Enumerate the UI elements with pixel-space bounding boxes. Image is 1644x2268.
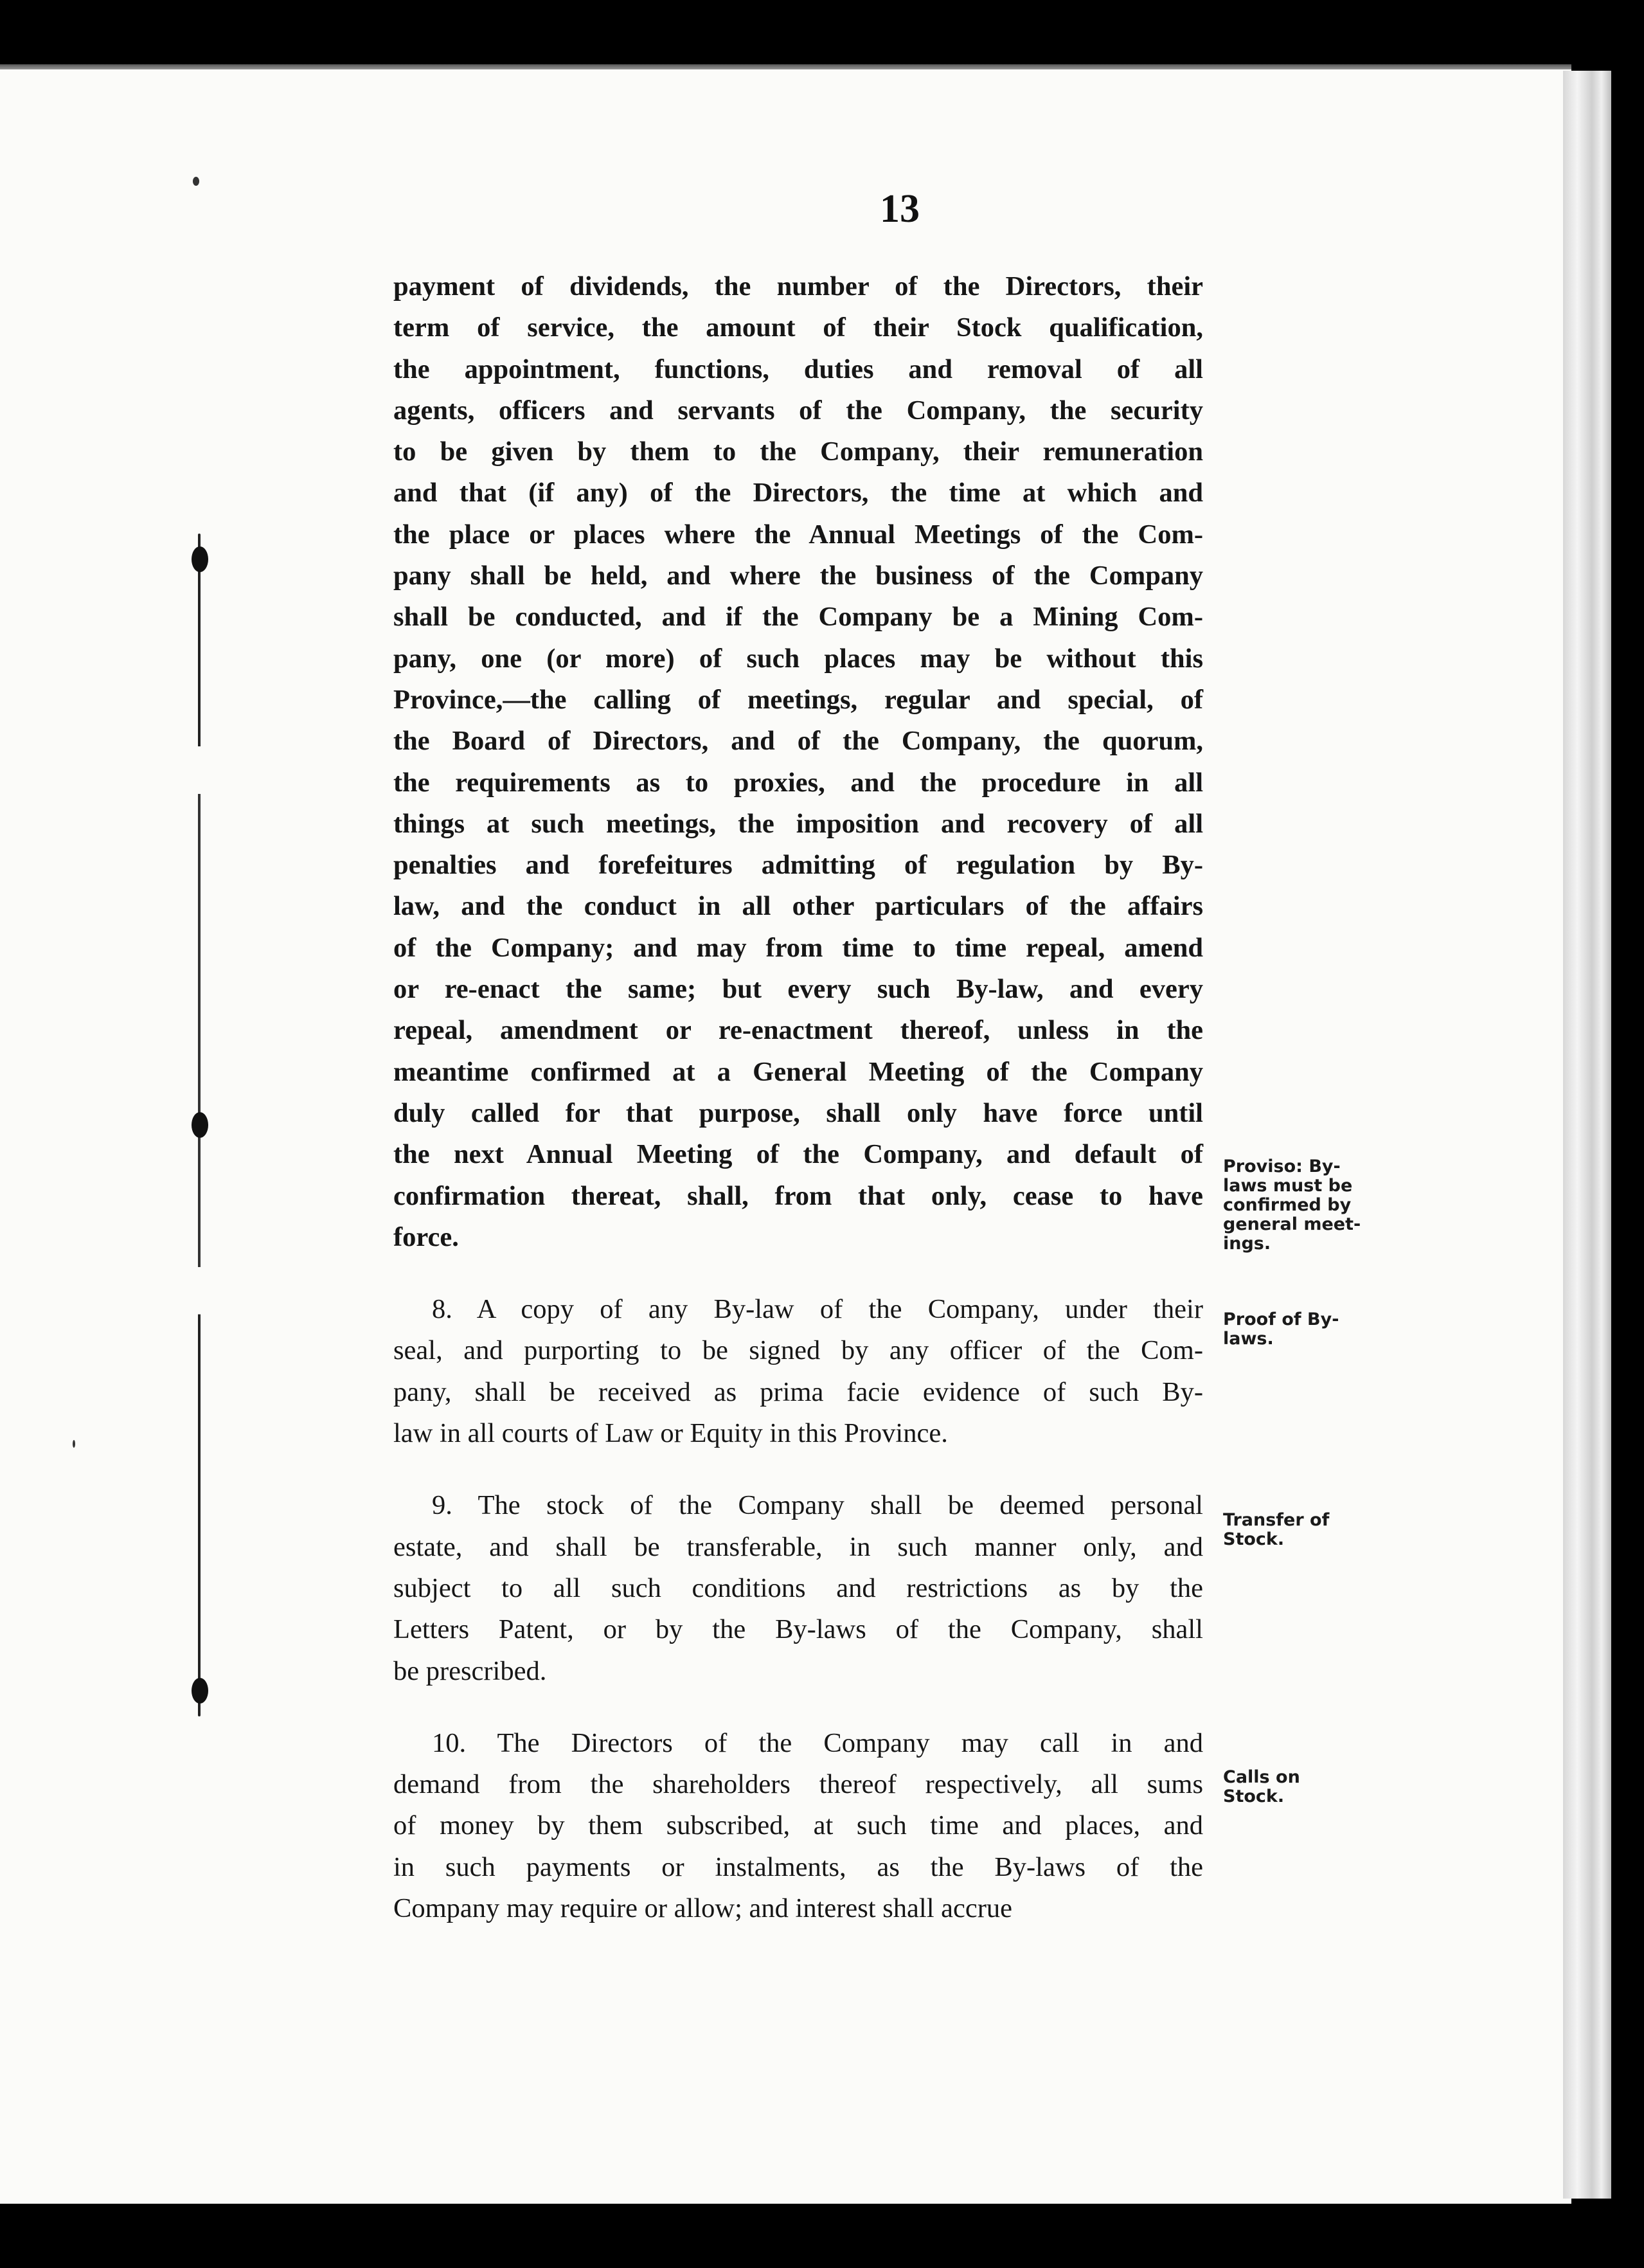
text-line: the place or places where the Annual Meetings of the Com- bbox=[393, 519, 1203, 550]
text-line: duly called for that purpose, shall only have force until bbox=[393, 1097, 1203, 1128]
text-line: pany shall be held, and where the business of the Company bbox=[393, 561, 1203, 591]
margin-note-line: Stock. bbox=[1223, 1787, 1285, 1806]
text-line: or re-enact the same; but every such By-law, and every bbox=[393, 974, 1203, 1005]
page-number: 13 bbox=[880, 187, 920, 231]
text-line: of the Company; and may from time to time repeal, amend bbox=[393, 932, 1203, 963]
text-line: pany, one (or more) of such places may be without this bbox=[393, 643, 1203, 674]
text-line: seal, and purporting to be signed by any officer of the Com- bbox=[393, 1335, 1203, 1366]
scan-speck bbox=[193, 177, 199, 186]
text-line: estate, and shall be transferable, in such manner only, and bbox=[393, 1531, 1203, 1562]
text-line: the next Annual Meeting of the Company, and default of bbox=[393, 1139, 1203, 1170]
text-line: of money by them subscribed, at such time and places, and bbox=[393, 1810, 1203, 1841]
body-text bbox=[393, 266, 1203, 1929]
text-line: 9. The stock of the Company shall be deemed personal bbox=[432, 1490, 1203, 1521]
text-line: 10. The Directors of the Company may call in and bbox=[432, 1727, 1203, 1758]
margin-note-line: Transfer of bbox=[1223, 1510, 1330, 1530]
text-line: confirmation thereat, shall, from that only, cease to have bbox=[393, 1180, 1203, 1211]
scan-speck bbox=[73, 1440, 75, 1448]
text-line: law, and the conduct in all other particulars of the affairs bbox=[393, 891, 1203, 922]
text-line: the requirements as to proxies, and the procedure in all bbox=[393, 767, 1203, 798]
page-right-edge bbox=[1563, 71, 1611, 2199]
margin-note-line: confirmed by bbox=[1223, 1195, 1352, 1215]
binding-knot bbox=[192, 1678, 208, 1704]
margin-note-calls bbox=[1223, 1768, 1377, 1806]
text-line: force. bbox=[393, 1221, 459, 1252]
text-line: in such payments or instalments, as the By-laws of the bbox=[393, 1851, 1203, 1882]
text-line: the Board of Directors, and of the Company, the quorum, bbox=[393, 726, 1203, 757]
margin-note-line: Proof of By- bbox=[1223, 1310, 1339, 1329]
margin-note-line: Stock. bbox=[1223, 1529, 1285, 1549]
text-line: meantime confirmed at a General Meeting of the Company bbox=[393, 1056, 1203, 1087]
text-line: shall be conducted, and if the Company be a Mining Com- bbox=[393, 602, 1203, 633]
text-line: and that (if any) of the Directors, the time at which and bbox=[393, 478, 1203, 509]
text-line: pany, shall be received as prima facie evidence of such By- bbox=[393, 1376, 1203, 1407]
paragraph-continued bbox=[393, 266, 1203, 1258]
scan-border-bottom bbox=[0, 2204, 1644, 2268]
text-line: to be given by them to the Company, their remuneration bbox=[393, 437, 1203, 467]
paragraph-8 bbox=[393, 1289, 1203, 1454]
binding-knot bbox=[192, 1112, 208, 1138]
text-line: repeal, amendment or re-enactment thereof, unless in the bbox=[393, 1015, 1203, 1046]
binding-thread bbox=[185, 534, 215, 1716]
paragraph-10 bbox=[393, 1723, 1203, 1929]
text-line: Province,—the calling of meetings, regular and special, of bbox=[393, 684, 1203, 715]
text-line: Company may require or allow; and interest shall accrue bbox=[393, 1893, 1012, 1923]
margin-note-transfer bbox=[1223, 1511, 1377, 1549]
margin-note-line: laws must be bbox=[1223, 1176, 1353, 1196]
margin-note-line: laws. bbox=[1223, 1329, 1274, 1349]
margin-note-line: Proviso: By- bbox=[1223, 1156, 1341, 1176]
text-line: Letters Patent, or by the By-laws of the Company, shall bbox=[393, 1614, 1203, 1645]
margin-note-proviso bbox=[1223, 1157, 1377, 1254]
text-line: 8. A copy of any By-law of the Company, under their bbox=[432, 1294, 1203, 1325]
margin-note-line: general meet- bbox=[1223, 1214, 1361, 1234]
text-line: law in all courts of Law or Equity in this Province. bbox=[393, 1418, 948, 1449]
binding-knot bbox=[192, 546, 208, 572]
text-line: agents, officers and servants of the Company, the security bbox=[393, 395, 1203, 426]
text-line: demand from the shareholders thereof respectively, all sums bbox=[393, 1769, 1203, 1800]
text-line: term of service, the amount of their Stock qualification, bbox=[393, 312, 1203, 343]
margin-note-line: Calls on bbox=[1223, 1767, 1300, 1787]
text-line: be prescribed. bbox=[393, 1655, 547, 1686]
text-line: penalties and forefeitures admitting of regulation by By- bbox=[393, 850, 1203, 881]
margin-note-line: ings. bbox=[1223, 1234, 1271, 1254]
text-line: payment of dividends, the number of the Directors, their bbox=[393, 271, 1203, 302]
paragraph-9 bbox=[393, 1485, 1203, 1691]
text-line: subject to all such conditions and restrictions as by the bbox=[393, 1572, 1203, 1603]
text-line: the appointment, functions, duties and removal of all bbox=[393, 354, 1203, 384]
margin-note-proof bbox=[1223, 1310, 1377, 1349]
text-line: things at such meetings, the imposition and recovery of all bbox=[393, 808, 1203, 839]
